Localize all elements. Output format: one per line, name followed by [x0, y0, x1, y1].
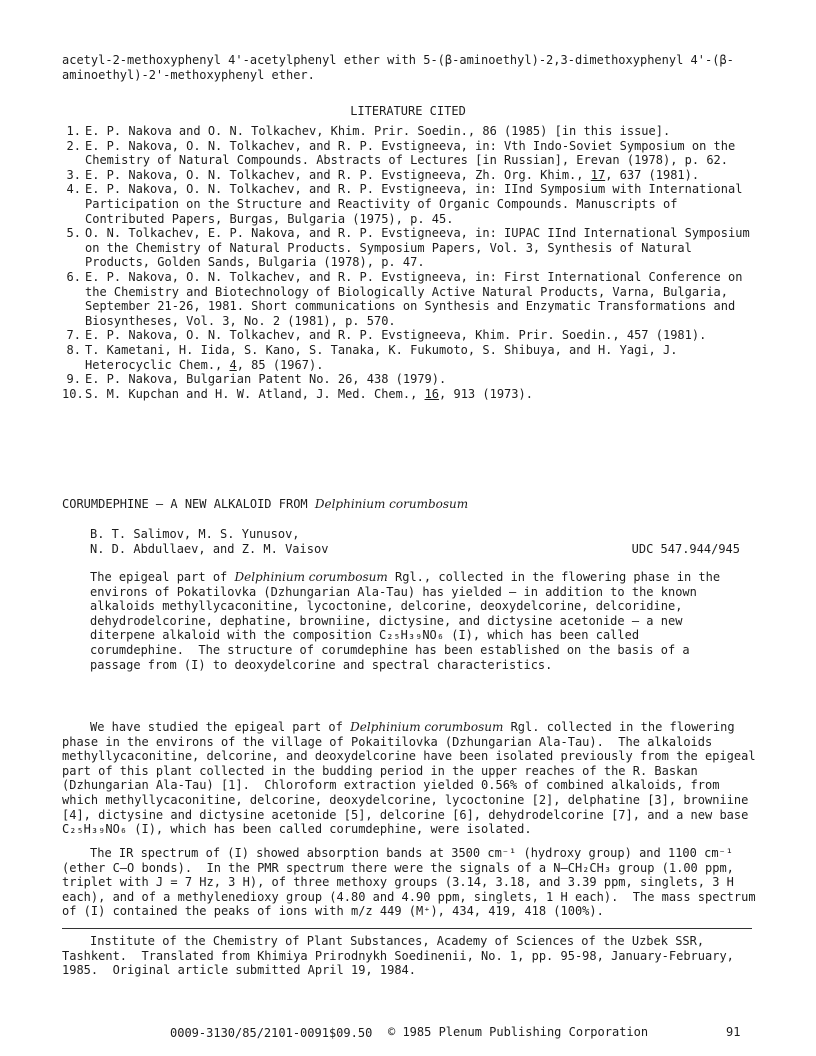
reference-item	[62, 387, 762, 402]
reference-number: 2.	[66, 138, 81, 153]
reference-text: 4	[229, 357, 237, 372]
reference-item	[62, 168, 762, 183]
reference-item	[62, 270, 762, 328]
reference-item	[62, 124, 762, 139]
reference-item	[62, 372, 762, 387]
reference-text: E. P. Nakova, O. N. Tolkachev, and R. P. Evstigneeva, in: First International Conference on the Chemistry and Biotechnology of Biologically Active Natural Products, Varna, Bulgaria, September 21-26, 1981. Short communications on Synthesis and Enzymatic Transformations and Biosyntheses, Vol. 3, No. 2 (1981), p. 570.	[85, 269, 743, 328]
reference-text: 17	[590, 167, 606, 182]
reference-number: 7.	[66, 328, 81, 343]
reference-number: 5.	[66, 226, 81, 241]
reference-text: E. P. Nakova, Bulgarian Patent No. 26, 438 (1979).	[85, 372, 447, 387]
affiliation-footnote: Institute of the Chemistry of Plant Substances, Academy of Sciences of the Uzbek SSR, Tashkent. Translated from Khimiya Prirodnykh Soedinenii, No. 1, pp. 95-98, January-February, 1985. Original article submitted April 19, 1984.	[62, 934, 742, 978]
reference-text: E. P. Nakova, O. N. Tolkachev, and R. P. Evstigneeva, Khim. Prir. Soedin., 457 (1981).	[85, 328, 707, 343]
reference-item	[62, 182, 762, 226]
reference-text: T. Kametani, H. Iida, S. Kano, S. Tanaka, K. Fukumoto, S. Shibuya, and H. Yagi, J. Heterocyclic Chem.,	[85, 342, 678, 372]
reference-item	[62, 139, 762, 168]
abstract: The epigeal part of Delphinium corumbosum Rgl., collected in the flowering phase in the environs of Pokatilovka (Dzhungarian Ala-Tau) has yielded — in addition to the known alkaloids methyllycaconitine, lycoctonine, delcorine, deoxydelcorine, delcoridine, dehydrodelcorine, dephatine, browniine, dictysine, and dictysine acetonide — a new diterpene alkaloid with the composition C₂₅H₃₉NO₆ (I), which has been called corumdephine. The structure of corumdephine has been established on the basis of a passage from (I) to deoxydelcorine and spectral characteristics.	[90, 570, 728, 672]
udc-code: UDC 547.944/945	[631, 542, 740, 556]
body-paragraph: We have studied the epigeal part of Delphinium corumbosum Rgl. collected in the flowering phase in the environs of the village of Pokaitilovka (Dzhungarian Ala-Tau). The alkaloids methyllycaconitine, delcorine, and deoxydelcorine have been isolated previously from the epigeal part of this plant collected in the budding period in the upper reaches of the R. Baskan (Dzhungarian Ala-Tau) [1]. Chloroform extraction yielded 0.56% of combined alkaloids, from which methyllycaconitine, delcorine, deoxydelcorine, lycoctonine [2], delphatine [3], browniine [4], dictysine and dictysine acetonide [5], delcorine [6], dehydrodelcorine [7], and a new base C₂₅H₃₉NO₆ (I), which has been called corumdephine, were isolated.	[62, 720, 763, 837]
reference-text: , 637 (1981).	[605, 167, 700, 182]
author-list	[90, 527, 540, 556]
reference-item	[62, 226, 762, 270]
authors-line: N. D. Abdullaev, and Z. M. Vaisov	[90, 541, 329, 556]
reference-number: 10.	[62, 386, 84, 401]
authors-line: B. T. Salimov, M. S. Yunusov,	[90, 527, 300, 541]
reference-text: E. P. Nakova, O. N. Tolkachev, and R. P. Evstigneeva, in: Vth Indo-Soviet Symposium on the Chemistry of Natural Compounds. Abstracts of Lectures [in Russian], Erevan (1978), p. 62.	[85, 138, 736, 168]
reference-item	[62, 343, 762, 372]
literature-cited-heading: LITERATURE CITED	[350, 104, 466, 118]
reference-list	[62, 124, 762, 401]
reference-number: 9.	[66, 372, 81, 387]
reference-item	[62, 328, 762, 343]
reference-text: O. N. Tolkachev, E. P. Nakova, and R. P. Evstigneeva, in: IUPAC IInd International Symposium on the Chemistry of Natural Products. Symposium Papers, Vol. 3, Synthesis of Natural Products, Golden Sands, Bulgaria (1978), p. 47.	[85, 226, 750, 270]
reference-text: , 85 (1967).	[236, 357, 324, 372]
article-title: CORUMDEPHINE — A NEW ALKALOID FROM Delphinium corumbosum	[62, 497, 469, 511]
reference-number: 4.	[66, 182, 81, 197]
continued-paragraph: acetyl-2-methoxyphenyl 4'-acetylphenyl ether with 5-(β-aminoethyl)-2,3-dimethoxyphenyl 4'-(β-aminoethyl)-2'-methoxyphenyl ether.	[62, 53, 734, 82]
reference-text: , 913 (1973).	[439, 386, 533, 401]
reference-text: S. M. Kupchan and H. W. Atland, J. Med. Chem.,	[85, 386, 425, 401]
reference-text: E. P. Nakova, O. N. Tolkachev, and R. P. Evstigneeva, Zh. Org. Khim.,	[85, 167, 591, 182]
reference-number: 3.	[66, 167, 81, 182]
reference-text: 16	[424, 386, 440, 401]
article-code: 0009-3130/85/2101-0091$09.50	[170, 1026, 373, 1040]
reference-number: 1.	[66, 124, 81, 138]
reference-text: E. P. Nakova and O. N. Tolkachev, Khim. Prir. Soedin., 86 (1985) [in this issue].	[85, 124, 671, 138]
reference-number: 8.	[66, 342, 81, 357]
reference-text: E. P. Nakova, O. N. Tolkachev, and R. P. Evstigneeva, in: IInd Symposium with International Participation on the Structure and Reactivity of Organic Compounds. Manuscripts of Contributed Papers, Burgas, Bulgaria (1975), p. 45.	[85, 182, 743, 226]
reference-number: 6.	[66, 269, 81, 284]
copyright-notice: © 1985 Plenum Publishing Corporation	[388, 1025, 649, 1039]
body-paragraph: The IR spectrum of (I) showed absorption bands at 3500 cm⁻¹ (hydroxy group) and 1100 cm⁻¹ (ether C—O bonds). In the PMR spectrum there were the signals of a N—CH₂CH₃ group (1.00 ppm, triplet with J = 7 Hz, 3 H), of three methoxy groups (3.14, 3.18, and 3.39 ppm, singlets, 3 H each), and of a methylenedioxy group (4.80 and 4.90 ppm, singlets, 1 H each). The mass spectrum of (I) contained the peaks of ions with m/z 449 (M⁺), 434, 419, 418 (100%).	[62, 846, 763, 919]
footnote-divider	[62, 928, 752, 929]
page-number: 91	[726, 1025, 741, 1039]
